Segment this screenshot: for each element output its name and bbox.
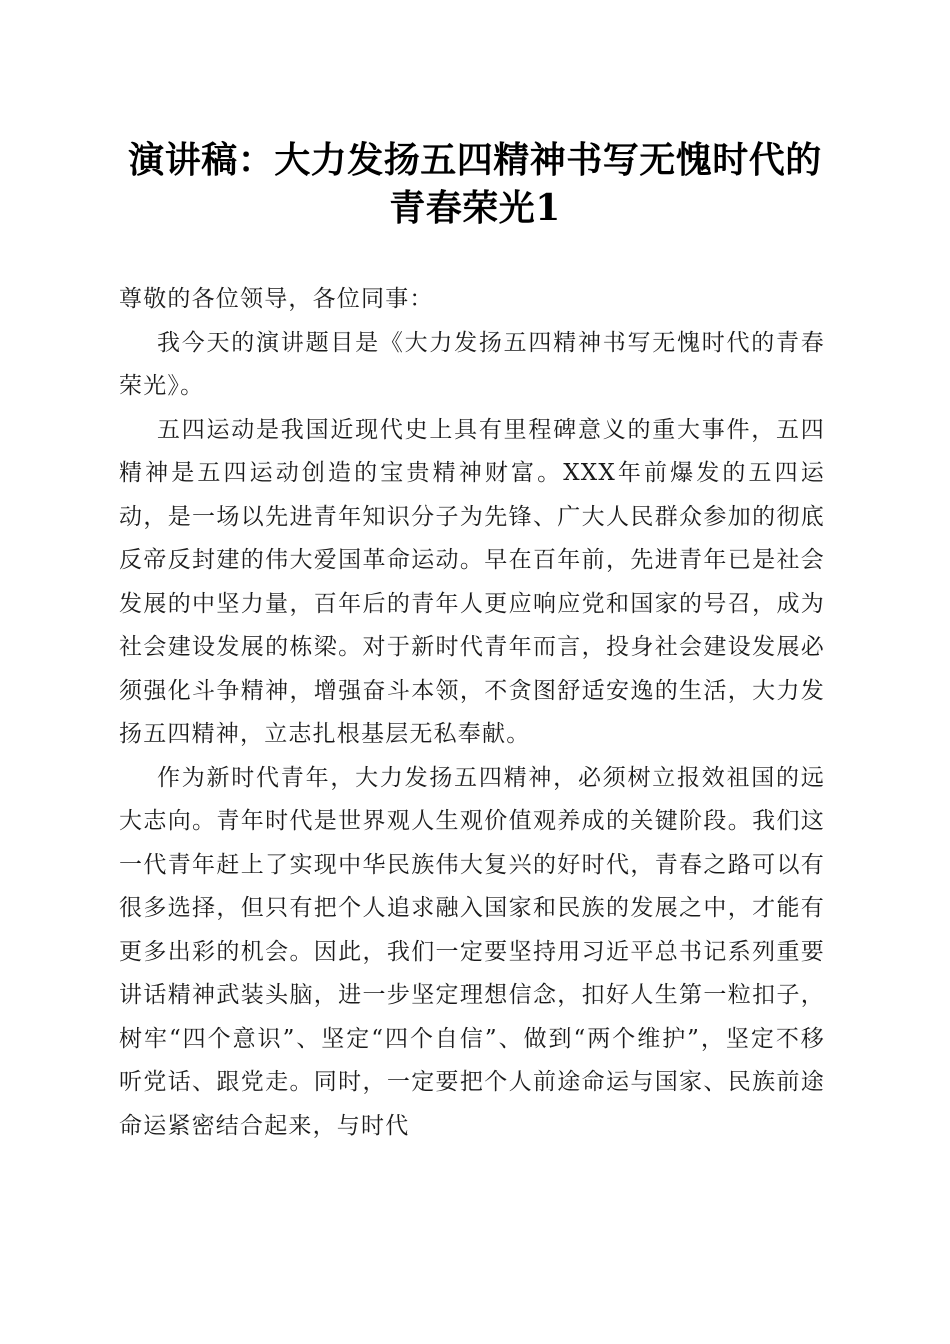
salutation-paragraph: 尊敬的各位领导，各位同事：	[119, 286, 434, 312]
document-body	[119, 278, 825, 1148]
speech-topic-paragraph: 我今天的演讲题目是《大力发扬五四精神书写无愧时代的青春荣光》。	[119, 329, 825, 399]
new-era-youth-paragraph: 作为新时代青年，大力发扬五四精神，必须树立报效祖国的远大志向。青年时代是世界观人生观价值观养成的关键阶段。我们这一代青年赶上了实现中华民族伟大复兴的好时代，青春之路可以有很多选择，但只有把个人追求融入国家和民族的发展之中，才能有更多出彩的机会。因此，我们一定要坚持用习近平总书记系列重要讲话精神武装头脑，进一步坚定理想信念，扣好人生第一粒扣子，树牢“四个意识”、坚定“四个自信”、做到“两个维护”，坚定不移听党话、跟党走。同时，一定要把个人前途命运与国家、民族前途命运紧密结合起来，与时代	[119, 764, 825, 1139]
document-title: 演讲稿：大力发扬五四精神书写无愧时代的青春荣光1	[128, 139, 822, 229]
may-fourth-paragraph: 五四运动是我国近现代史上具有里程碑意义的重大事件，五四精神是五四运动创造的宝贵精神财富。XXX年前爆发的五四运动，是一场以先进青年知识分子为先锋、广大人民群众参加的彻底反帝反封建的伟大爱国革命运动。早在百年前，先进青年已是社会发展的中坚力量，百年后的青年人更应响应党和国家的号召，成为社会建设发展的栋梁。对于新时代青年而言，投身社会建设发展必须强化斗争精神，增强奋斗本领，不贪图舒适安逸的生活，大力发扬五四精神，立志扎根基层无私奉献。	[119, 416, 825, 747]
